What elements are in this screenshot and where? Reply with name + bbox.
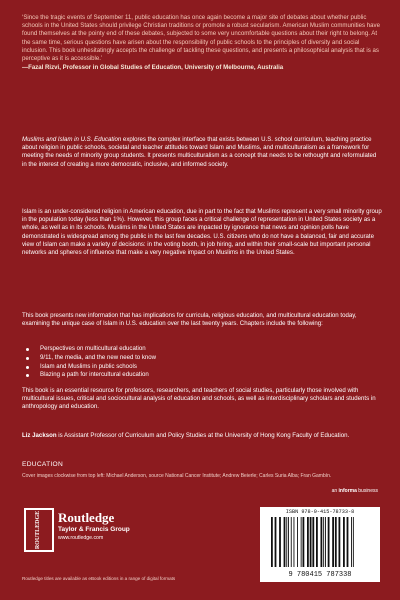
quote-text: ‘Since the tragic events of September 11, public education has once again become a major site of debates about whether public schools in the United States should privilege Christian traditions or promote a robust secularism. American Muslim communities have found themselves at the pointy end of these debates, subjected to some very uncomfortable questions about their right to belong. At the same time, serious questions have arisen about the responsibility of public schools to the principles of diversity and social inclusion. This book unhesitatingly accepts the challenge of tackling these questions, and presents a philosophical analysis that is as perceptive as it is accessible.’ <box>22 14 380 63</box>
informa-tagline: an informa business <box>331 488 378 494</box>
barcode-bar <box>332 517 334 567</box>
publisher-url: www.routledge.com <box>58 535 104 541</box>
barcode-bar <box>284 517 286 567</box>
publisher-group: Taylor & Francis Group <box>58 526 130 533</box>
subject-category: EDUCATION <box>22 461 64 468</box>
isbn-label: ISBN 978-0-415-78733-8 <box>285 509 355 515</box>
barcode-bar <box>312 517 314 567</box>
barcode-bar <box>301 517 302 567</box>
publisher-name: Routledge <box>58 510 115 525</box>
chapter-item: 9/11, the media, and the new need to know <box>22 354 382 363</box>
logo-letters: ROUTLEDGE <box>35 510 41 550</box>
publisher-logo <box>22 506 232 568</box>
author-bio <box>22 432 382 440</box>
routledge-logo-icon <box>24 508 54 552</box>
barcode-bar <box>310 517 312 567</box>
barcode-digits: 9 780415 787338 <box>288 571 352 579</box>
barcode-bar <box>335 517 337 567</box>
endorsement-quote <box>22 14 382 72</box>
barcode-bar <box>339 517 341 567</box>
barcode-bar <box>303 517 305 567</box>
barcode-bar <box>323 517 324 567</box>
barcode-bar <box>279 517 281 567</box>
barcode-bar <box>275 517 277 567</box>
informa-logo: informa <box>338 488 357 494</box>
barcode-icon <box>265 517 375 579</box>
barcode-bar <box>288 517 289 567</box>
barcode-bar <box>328 517 330 567</box>
barcode-bar <box>286 517 287 567</box>
isbn-barcode <box>260 507 380 582</box>
intro-text: explores the complex interface that exists between U.S. school curriculum, teaching practice about religion in public schools, societal and teacher attitudes toward Islam and Muslims, and multiculturalism as a framework for meeting the needs of minority group students. It presents multiculturalism as a concept that needs to be rethought and reformulated in the interest of creating a more democratic, inclusive, and informed society. <box>22 136 377 168</box>
barcode-bar <box>291 517 292 567</box>
barcode-bar <box>343 517 345 567</box>
barcode-bar <box>316 517 318 567</box>
body-paragraph-4: This book is an essential resource for professors, researchers, and teachers of social studies, particularly those involved with multicultural issues, critical and sociocultural analysis of education and schools, as well as interdisciplinary scholars and students in anthropology and education. <box>22 387 376 411</box>
chapter-item: Perspectives on multicultural education <box>22 345 382 354</box>
quote-attribution: —Fazal Rizvi, Professor in Global Studies of Education, University of Melbourne, Australia <box>22 64 284 72</box>
barcode-bar <box>347 517 349 567</box>
author-bio-text: is Assistant Professor of Curriculum and Policy Studies at the University of Hong Kong Faculty of Education. <box>56 432 350 439</box>
barcode-bar <box>351 517 352 567</box>
book-title: Muslims and Islam in U.S. Education <box>22 136 122 143</box>
barcode-bar <box>271 517 273 567</box>
barcode-bar <box>353 517 354 567</box>
barcode-bar <box>307 517 309 567</box>
barcode-bar <box>294 517 295 567</box>
body-paragraph-2: Islam is an under-considered religion in American education, due in part to the fact that Muslims represent a very small minority group in the population today (less than 1%). However, this group faces a critical challenge of representation in United States society as a whole, as well as in its schools. Muslims in the United States are impacted by ignorance that news and opinion polls have demonstrated is widespread among the public in the last few decades. U.S. citizens who do not have a balanced, fair and accurate view of Islam can make a variety of decisions: in the voting booth, in job hiring, and within their small-scale but important personal networks and spheres of influence that make a very negative impact on Muslims in the United States. <box>22 208 382 257</box>
intro-paragraph <box>22 136 382 169</box>
image-credits: Cover images clockwise from top left: Michael Anderson, source National Cancer Institute; Andrew Beierle; Carles Suria Alba; Fran Gambín. <box>22 473 332 479</box>
author-name: Liz Jackson <box>22 432 57 439</box>
barcode-bar <box>321 517 323 567</box>
chapter-item: Islam and Muslims in public schools <box>22 363 382 372</box>
chapter-list <box>22 345 382 380</box>
ebook-footnote: Routledge titles are available as eBook editions in a range of digital formats <box>22 576 176 581</box>
barcode-bar <box>297 517 298 567</box>
barcode-bar <box>325 517 326 567</box>
chapter-item: Blazing a path for intercultural education <box>22 371 382 380</box>
body-paragraph-3: This book presents new information that has implications for curricula, religious education, and multicultural education today, examining the unique case of Islam in U.S. education over the last twenty years. Chapters include the following: <box>22 312 357 328</box>
